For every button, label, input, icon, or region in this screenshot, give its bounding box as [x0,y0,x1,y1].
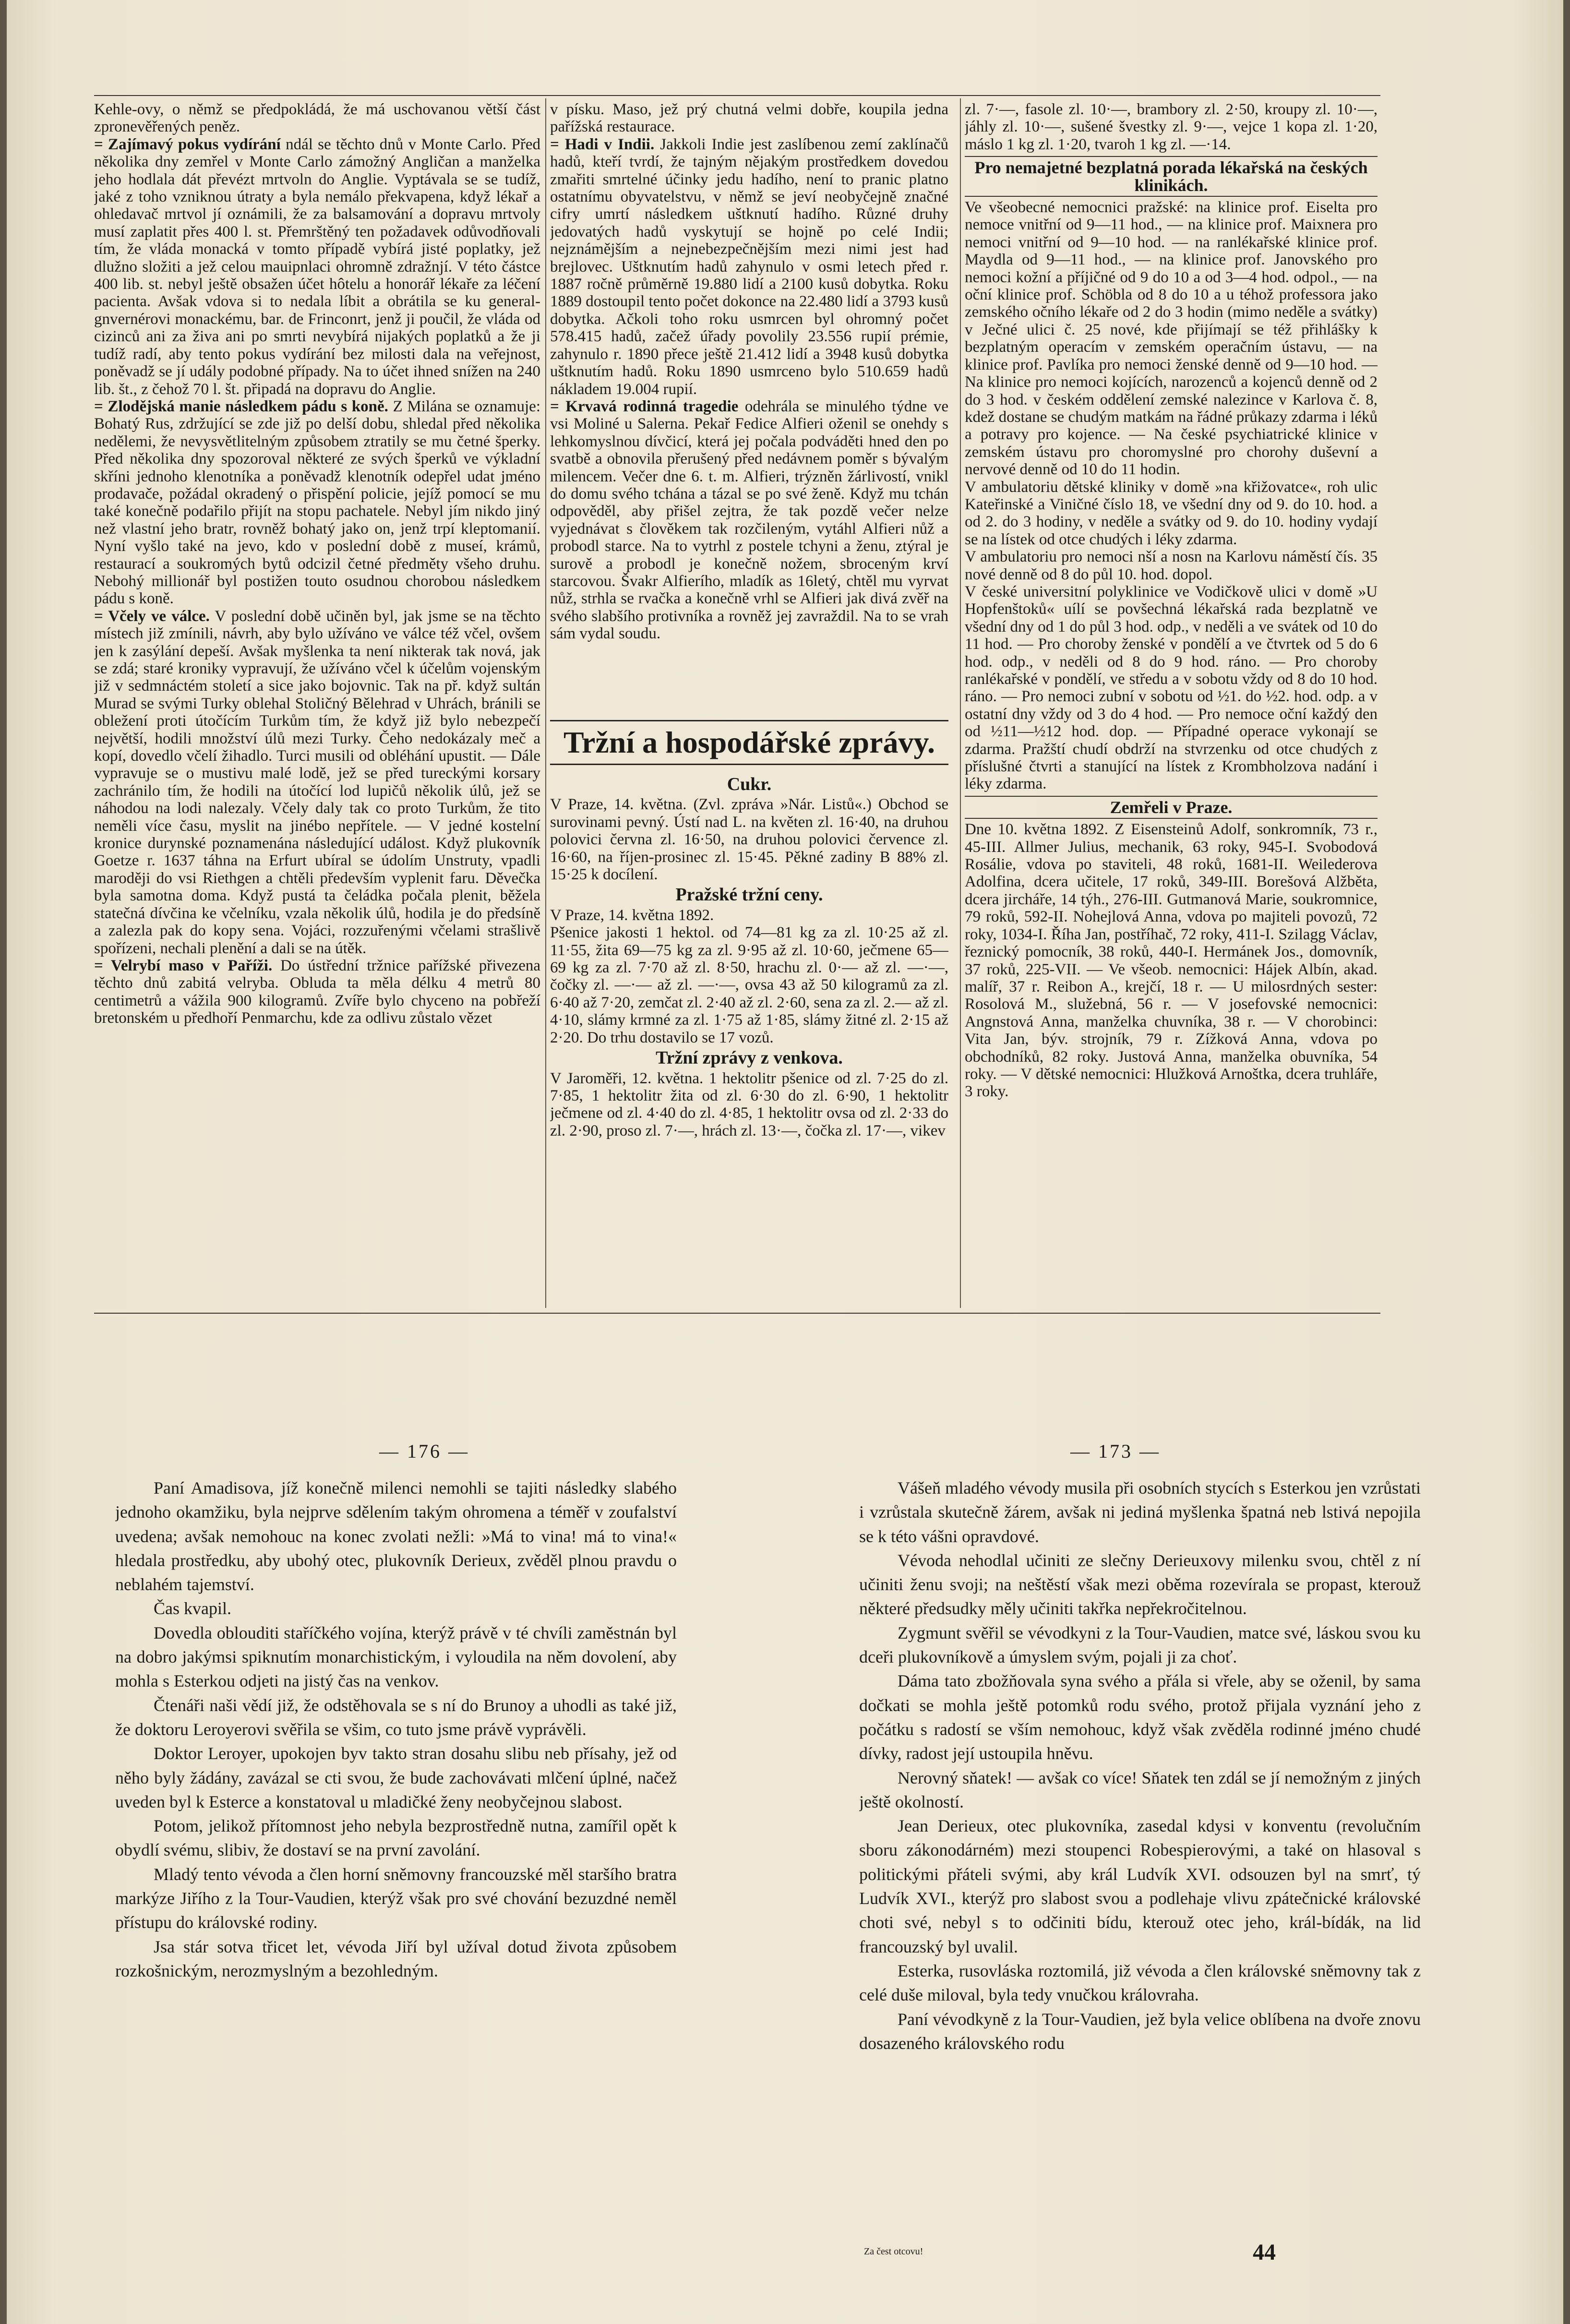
novel-page-left [115,1476,677,2268]
section-heading: Pro nemajetné bezplatná porada lékařská na českých klinikách. [965,156,1378,197]
article-headline: = Velrybí maso v Paříži. [94,957,273,974]
novel-paragraph: Čtenáři naši vědí již, že odstěhovala se s ní do Brunoy a uhodli as také již, že doktoru Leroyerovi svěřila se všim, co tuto jsme právě vyprávěli. [115,1695,677,1739]
article-paragraph [550,398,948,643]
column-divider-1 [545,98,546,1308]
novel-paragraph: Čas kvapil. [154,1599,231,1618]
novel-paragraph: Jean Derieux, otec plukovníka, zasedal kdysi v konventu (revolučním sboru zákonodárném) mezi stoupenci Robespierovými, a také on hlasoval s politickými přáteli svými, aby král Ludvík XVI. odsouzen byl na smrť, tý Ludvík XVI., kterýž pro slabost svou a podlehaje vlivu zpátečnické královské choti své, nebyl s to odčiniti bídu, kterouž otec jeho, král-bídák, na lid francouzský byl uvalil. [859,1816,1421,1956]
market-column [550,773,948,1310]
section-paragraph: V ambulatoriu dětské kliniky v domě »na křižovatce«, roh ulic Kateřinské a Viničné číslo 18, ve všední dny od 9. do 10. hod. a od 2. do 3 hodiny, v neděle a svátky od 9. do 10. hodiny vydají se na lístek od otce chudých i léky zdarma. [965,478,1378,548]
section-paragraph: zl. 7·—, fasole zl. 10·—, brambory zl. 2·50, kroupy zl. 10·—, jáhly zl. 10·—, sušené švestky zl. 9·—, vejce 1 kopa zl. 1·20, máslo 1 kg zl. 1·20, tvaroh 1 kg zl. —·14. [965,101,1378,153]
article-paragraph [94,398,540,608]
section-paragraph: V Jaroměři, 12. května. 1 hektolitr pšenice od zl. 7·25 do zl. 7·85, 1 hektolitr žita od zl. 6·30 do zl. 6·90, 1 hektolitr ječmene od zl. 4·40 do zl. 4·85, 1 hektolitr ovsa od zl. 2·33 do zl. 2·90, proso zl. 7·—, hrách zl. 13·—, čočka zl. 17·—, vikev [550,1069,948,1139]
section-heading: Cukr. [727,774,772,794]
page-edge-left [0,0,7,2324]
article-paragraph [550,136,948,398]
novel-paragraph: Dovedla oblouditi staříčkého vojína, kterýž právě v té chvíli zaměstnán byl na dobro jakýmsi spiknutím monarchistickým, i vyloudila na něm dovolení, aby mohla s Esterkou odjeti na jistý čas na venkov. [115,1623,677,1691]
left-page-number: — 176 — [379,1440,469,1462]
novel-paragraph: Zygmunt svěřil se vévodkyni z la Tour-Vaudien, matce své, láskou svou ku dceři plukovníkově a úmyslem svým, pojali ji za choť. [859,1623,1421,1667]
novel-paragraph: Vévoda nehodlal učiniti ze slečny Derieuxovy milenku svou, chtěl z ní učiniti ženu svoji; na neštěstí však mezi oběma rozevírala se propast, kterouž některé předsudky měly učiniti takřka nepřekročitelnou. [859,1550,1421,1618]
article-text: Z Milána se oznamuje: Bohatý Rus, zdržující se zde již po delší dobu, shledal před několika nedělemi, že nevysvětlitelným způsobem ztratily se mu četné šperky. Před několika dny spozoroval některé ze svých šperků ve výkladní skříni jednoho klenotníka a poněvadž klenotník odepřel udat jméno prodavače, požádal okradený o přispění policie, jejíž pomocí se mu také konečně podařilo přijít na stopu pachatele. Nebyl jím nikdo jiný než vlastní jeho bratr, rovněž bohatý jako on, jenž trpí kleptomanií. Nyní vyšlo také na jevo, kdo v poslední době z museí, krámů, restaurací a soukromých bytů odcizil četné předměty všeho druhu. Nebohý millionář byl postižen touto osudnou chorobou následkem pádu s koně. [94,397,540,608]
article-headline: = Hadi v Indii. [550,135,655,153]
novel-paragraph: Mladý tento vévoda a člen horní sněmovny francouzské měl staršího bratra markýze Jiřího z la Tour-Vaudien, kterýž však pro své chování bezuzdné neměl přístupu do královské rodiny. [115,1864,677,1932]
article-text: Do ústřední tržnice pařížské přivezena těchto dnů zabitá velryba. Obluda ta měla délku 4 metrů 80 centimetrů a vážila 900 kilogramů. Zvíře bylo chyceno na pobřeží bretonském u předhoří Penmarchu, kde za odlivu zůstalo vězet [94,957,540,1027]
novel-paragraph: Vášeň mladého vévody musila při osobních stycích s Esterkou jen vzrůstati i vzrůstala skutečně žárem, avšak ni jediná myšlenka špatná neb lstivá nepojila se k této vášni opravdové. [859,1478,1421,1546]
article-paragraph [94,957,540,1027]
article-text: ndál se těchto dnů v Monte Carlo. Před několika dny zemřel v Monte Carlo zámožný Angličan a manželka jeho hodlala dát převézt mrtvoln do Anglie. Vyptávala se se tudíž, jaké z toho vzniknou útraty a byla nemálo překvapena, když lékař a ohledavač mrtvol jí oznámili, že za balsamování a dopravu mrtvoly musí zaplatit přes 400 l. st. Přemrštěný ten požadavek odůvodňovali tím, že vláda monacká v tomto případě vybírá jisté poplatky, jež dlužno složiti a jež celou mauipnlaci ohromně zdražnjí. V této částce 400 lib. st. nebyl ještě obsažen účet hôtelu a honorář lékaře za léčení pacienta. Avšak vdova si to nedala líbit a obrátila se ku general-gnvernérovi monackému, bar. de Frinconrt, jenž ji poučil, že vláda od cizinců ani za živa ani po smrti nevybírá nijakých poplatků a že ji tudíž radí, aby tento pokus vydírání bez milosti dala na veřejnost, poněvadž se jí udály podobné případy. Na to účet ihned snížen na 240 lib. št., z čehož 70 l. št. připadá na dopravu do Anglie. [94,135,540,398]
section-heading: Zemřeli v Praze. [965,796,1378,819]
right-page-number: — 173 — [1070,1440,1161,1462]
novel-paragraph: Paní vévodkyně z la Tour-Vaudien, jež byla velice oblíbena na dvoře znovu dosazeného královského rodu [859,2009,1421,2053]
article-text: Jakkoli Indie jest zaslíbenou zemí zaklínačů hadů, kteří tvrdí, že tajným nějakým prostředkem dovedou zmařiti smrtelné účinky jedu hadího, není to pranic platno ostatnímu obyvatelstvu, v němž se jeví neobyčejně značné cifry umrtí následkem uštknutí hadího. Různé druhy jedovatých hadů vyskytují se hojně po celé Indii; nejznámějším a nejnebezpečnějším mezi nimi jest had brejlovec. Uštknutím hadů zahynulo v osmi letech před r. 1887 ročně průměrně 19.880 lidí a 2100 kusů dobytka. Roku 1889 dostoupil tento počet dokonce na 22.480 lidí a 3793 kusů dobytka. Ačkoli toho roku usmrcen byl ohromný počet 578.415 hadů, začež úřady povolily 23.556 rupií prémie, zahynulo r. 1890 přece ještě 21.412 lidí a 3948 kusů dobytka uštknutím hadů. Roku 1890 usmrceno bylo 510.659 hadů nákladem 19.004 rupií. [550,135,948,398]
novel-paragraph: Nerovný sňatek! — avšak co více! Sňatek ten zdál se jí nemožným z jiných ještě okolností. [859,1768,1421,1811]
novel-paragraph: Jsa stár sotva třicet let, vévoda Jiří byl užíval dotud života způsobem rozkošnickým, nerozmyslným a bezohledným. [115,1937,677,1980]
article-paragraph [94,101,540,136]
bottom-rule [94,1313,1380,1314]
news-column-1 [94,101,540,1310]
section-heading: Pražské tržní ceny. [675,885,823,905]
article-paragraph [550,101,948,136]
novel-paragraph: Potom, jelikož přítomnost jeho nebyla bezprostředně nutna, zamířil opět k obydlí svému, slibiv, že dostaví se na první zavolání. [115,1816,677,1860]
signature-line: Za čest otcovu! [864,2246,923,2257]
article-text: Kehle-ovy, o němž se předpokládá, že má uschovanou větší část zpronevěřených peněz. [94,101,540,136]
novel-paragraph: Esterka, rusovláska roztomilá, již vévoda a člen královské sněmovny tak z celé duše miloval, byla tedy vnučkou královraha. [859,1961,1421,2005]
novel-page-right [859,1476,1421,2234]
article-paragraph [94,608,540,957]
news-column-2 [550,101,948,732]
section-paragraph: V Praze, 14. května. (Zvl. zpráva »Nár. Listů«.) Obchod se surovinami pevný. Ústí nad L. na květen zl. 16·40, na druhou polovici června zl. 16·50, na druhou polovici července zl. 16·60, na říjen-prosinec zl. 15·45. Pěkné zadiny B 88% zl. 15·25 k docílení. [550,796,948,884]
article-headline: = Včely ve válce. [94,607,210,625]
article-text: V poslední době učiněn byl, jak jsme se na těchto místech již zmínili, návrh, aby bylo užíváno ve válce též včel, ovšem jen k zasýlání depeší. Avšak myšlenka ta není nikterak tak nová, jak se zdá; staré kroniky vypravují, že užíváno včel k účelům vojenským již v sedmnáctém století a sice jako bojovnic. Tak na př. když sultán Murad se svými Turky oblehal Stoličný Bělehrad v Uhrách, bránili se obležení proti útočícím Turkům tím, že když již bylo nebezpečí největší, hodili množství úlů mezi Turky. Čeho nedokázaly meč a kopí, dovedlo včelí žihadlo. Turci musili od obléhání upustit. — Dále vypravuje se o mustivu malé lodě, jež se před tureckými korsary zachránilo tím, že hodili na útočící lod lupičů několik úlů, jež se náhodou na lodi nalezaly. Včely daly tak co proto Turkům, že tito neměli více času, myslit na jinébo nepřítele. — V jedné kostelní kronice durynské poznamenána následující událost. Když plukovník Goetze r. 1637 táhna na Erfurt ubíral se údolím Unstruty, vpadli maroději do vsi Riethgen a chtěli především vyplenit faru. Děvečka byla samotna doma. Když pustá ta čeládka počala plenit, běžela statečná dívčina ke včelníku, vzala několik úlů, hodila je do předsíně a zalezla pak do kopy sena. Vojáci, rozzuřenými včelami strašlivě spořízeni, nechali plenění a dali se na útěk. [94,607,540,957]
article-text: v písku. Maso, jež prý chutná velmi dobře, koupila jedna pařížská restaurace. [550,101,948,136]
novel-paragraph: Paní Amadisova, jíž konečně milenci nemohli se tajiti následky slabého jednoho okamžiku, byla nejprve sdělením takým ohromena a téměř v zoufalství uvedena; avšak nemohouc na konec zvolati nežli: »Má to vina! má to vina!« hledala prostředku, aby ubohý otec, plukovník Derieux, zvěděl plnou pravdu o neblahém tajemství. [115,1478,677,1594]
page-edge-right [1563,0,1570,2324]
article-paragraph [94,136,540,398]
article-headline: = Zajímavý pokus vydírání [94,135,281,153]
novel-paragraph: Dáma tato zbožňovala syna svého a přála si vřele, aby se oženil, by sama dočkati se mohla ještě potomků rodu svého, protož přijala vyznání jeho z počátku s radostí se vším nemohouc, když však zvěděla rodinné jméno chudé dívky, radost její ustoupila hněvu. [859,1671,1421,1763]
article-text: odehrála se minulého týdne ve vsi Moliné u Salerna. Pekař Fedice Alfieri oženil se onehdy s lehkomyslnou dívčicí, která jej počala podváděti hned den po svatbě a obnovila přerušený před nedávnem poměr s bývalým milencem. Večer dne 6. t. m. Alfieri, trýzněn žárlivostí, vnikl do domu svého tchána a tázal se po své ženě. Když mu tchán odpověděl, aby přišel zejtra, že tak pozdě večer nelze vyjednávat s člověkem tak rozčileným, vytáhl Alfieri nůž a probodl starce. Na to vytrhl z postele tchyni a ženu, ztýral je surově a probodl je konečně nožem, sbroceným krví starcovou. Švakr Alfierího, mladík as 16letý, chtěl mu vyrvat nůž, strhla se rvačka a konečně vrhl se Alfieri jak divá zvěř na svého slabšího protivníka a rovněž jej zavraždil. Na to se vrah sám vydal soudu. [550,397,948,643]
article-headline: = Krvavá rodinná tragedie [550,397,739,415]
news-column-3 [965,101,1378,1310]
section-paragraph: V Praze, 14. května 1892. [550,906,714,924]
column-divider-2 [960,98,961,1308]
market-section-title: Tržní a hospodářské zprávy. [550,720,948,765]
section-paragraph: Ve všeobecné nemocnici pražské: na klinice prof. Eiselta pro nemoce vnitřní od 9—11 hod., — na klinice prof. Maixnera pro nemoci vnitřní od 9—10 hod. — na ranlékařské klinice prof. Maydla od 9—11 hod., — na klinice prof. Janovského pro nemoci kožní a příjičné od 9 do 10 a od 3—4 hod. odpol., — na oční klinice prof. Schöbla od 8 do 10 a u téhož professora jako zemského očního lékaře od 2 do 3 hodin (mimo neděle a svátky) v Ječné ulici č. 25 nové, kde přijímají se též přihlášky k bezplatným operacím v zemském operačním ústavu, — na klinice prof. Pavlíka pro nemoci ženské denně od 9—10 hod. — Na klinice pro nemoci kojících, narozenců a kojenců denně od 2 do 3 hod. v českém oddělení zemské nalezince v Karlova č. 8, kdež dostane se chudým matkám na řádné průkazy zdarma i léků a potravy pro kojence. — Na české psychiatrické klinice v zemském ústavu pro choromyslné pro chorohy duševní a nervové denně od 10 do 11 hodin. [965,199,1378,479]
section-paragraph: V ambulatoriu pro nemoci nší a nosn na Karlovu náměstí čís. 35 nové denně od 8 do půl 10. hod. dopol. [965,548,1378,583]
section-paragraph: Dne 10. května 1892. Z Eisensteinů Adolf, sonkromník, 73 r., 45-III. Allmer Julius, mechanik, 63 roky, 945-I. Svobodová Rosálie, vdova po staviteli, 48 roků, 1681-II. Weilederova Adolfina, dcera učitele, 17 roků, 349-III. Borešová Alžběta, dcera jircháře, 14 týh., 276-III. Gutmanová Marie, soukromnice, 79 roků, 592-II. Nohejlová Anna, vdova po majiteli povozů, 72 roky, 1034-I. Říha Jan, postříhač, 72 roky, 411-I. Szilagg Václav, řeznický pomocník, 38 roků, 440-I. Hermánek Jos., domovník, 37 roků, 225-VII. — Ve všeob. nemocnici: Hájek Albín, akad. malíř, 37 r. Reibon A., krejčí, 18 r. — U milosrdných sester: Rosolová M., služebná, 56 r. — V josefovské nemocnici: Angnstová Anna, manželka chuvníka, 38 r. — V chorobinci: Vita Jan, býv. strojník, 79 r. Zížková Anna, vdova po obchodníků, 82 roky. Justová Anna, manželka obuvníka, 54 roky. — V dětské nemocnici: Hlužková Arnoštka, dcera truhláře, 3 roky. [965,821,1378,1101]
sheet-number: 44 [1253,2240,1276,2265]
section-paragraph: V české universitní polyklinice ve Vodičkově ulici v domě »U Hopfenštoků« uílí se povšechná lékařská rada bezplatně ve všední dny od 1 do půl 3 hod. odp., v neděli a ve svátek od 10 do 11 hod. — Pro choroby ženské v pondělí a ve čtvrtek od 5 do 6 hod. odp., v neděli od 8 do 9 hod. ráno. — Pro choroby ranlékařské v pondělí, ve středu a v sobotu vždy od 8 do 10 hod. ráno. — Pro nemoci zubní v sobotu od ½1. do ½2. hod. odp. a v ostatní dny vždy od 3 do 4 hod. — Pro nemoce oční každý den od ½11—½12 hod. dop. — Případné operace vykonají se zdarma. Pražští chudí obdrží na stvrzenku od otce chudých z příslušné čtvrti a stanující na lístek z Krombholzova nadání i léky zdarma. [965,583,1378,793]
top-rule [94,95,1380,96]
novel-paragraph: Doktor Leroyer, upokojen byv takto stran dosahu slibu neb přísahy, jež od něho byly žádány, zavázal se cti svou, že bude zachovávati mlčení úplné, načež uveden byl k Esterce a konstatoval u mladičké ženy neobyčejnou slabost. [115,1744,677,1811]
article-headline: = Zlodějská manie následkem pádu s koně. [94,397,388,415]
section-heading: Tržní zprávy z venkova. [656,1048,843,1068]
section-paragraph: Pšenice jakosti 1 hektol. od 74—81 kg za zl. 10·25 až zl. 11·55, žita 69—75 kg za zl. 9·95 až zl. 10·60, ječmene 65—69 kg za zl. 7·70 až zl. 8·50, hrachu zl. 0·— až zl. —·—, čočky zl. —·— až zl. —·—, ovsa 43 až 50 kilogramů za zl. 6·40 až 7·20, zemčat zl. 2·40 až zl. 2·60, sena za zl. 2.— až zl. 4·10, slámy krmné za zl. 1·75 až 1·85, slámy žitné zl. 2·15 až 2·20. Do trhu dostavilo se 17 vozů. [550,924,948,1046]
